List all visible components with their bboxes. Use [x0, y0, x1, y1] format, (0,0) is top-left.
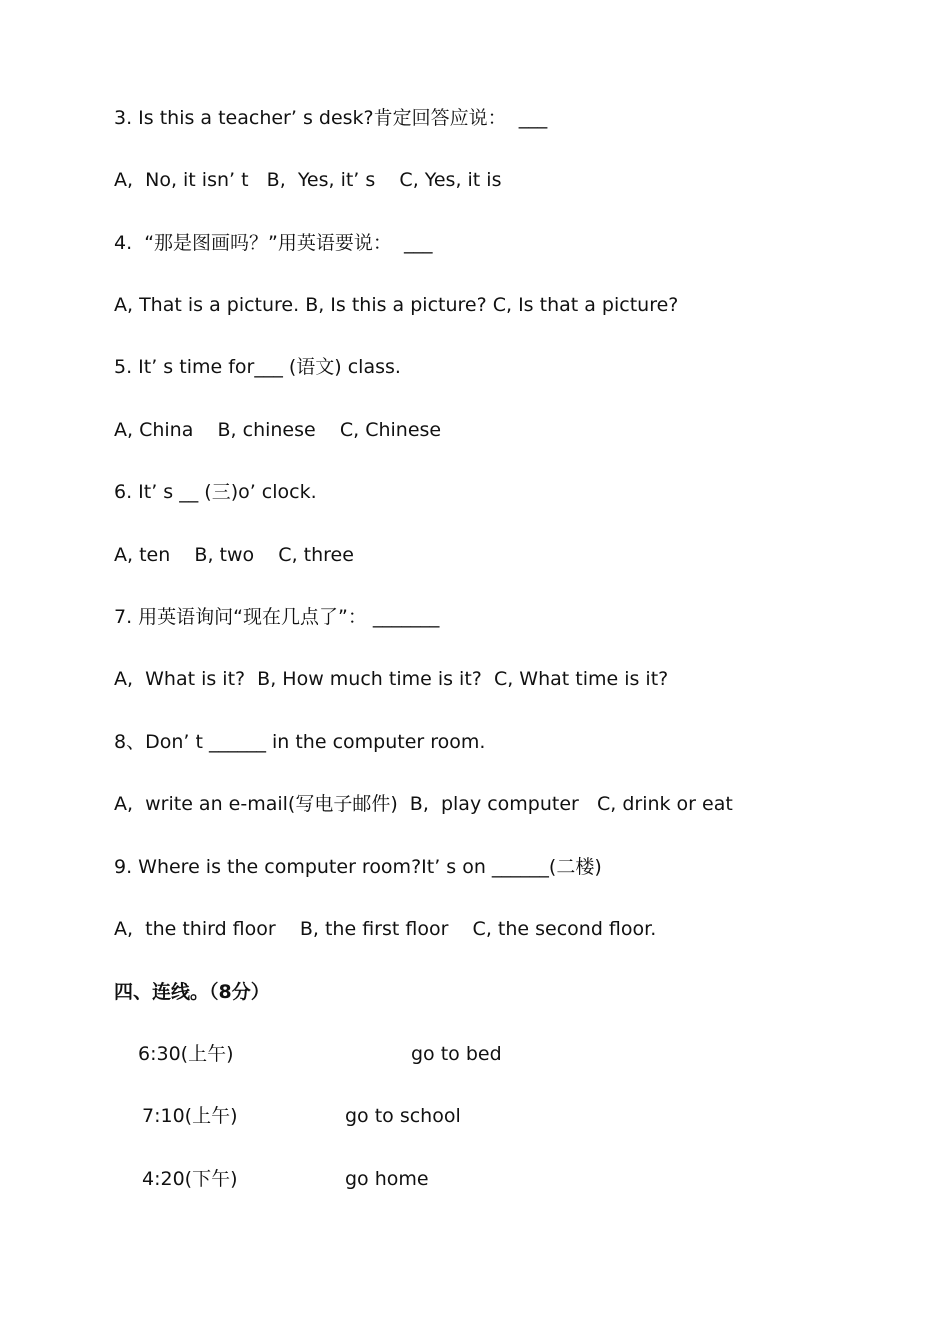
section-heading: 四、连线。（8分） — [114, 981, 270, 1003]
question-text: 5. It’ s time for___ (语文) class. — [114, 356, 401, 378]
match-activity: go home — [345, 1168, 429, 1190]
match-activity: go to bed — [411, 1043, 502, 1065]
match-time: 4:20(下午) — [142, 1168, 238, 1190]
answer-options: A, China B, chinese C, Chinese — [114, 419, 442, 441]
answer-options: A, ten B, two C, three — [114, 544, 354, 566]
answer-options: A, the third floor B, the first floor C, the second floor. — [114, 918, 657, 940]
match-activity: go to school — [345, 1105, 461, 1127]
answer-options: A, write an e-mail(写电子邮件) B, play computer C, drink or eat — [114, 793, 733, 815]
question-text: 4. “那是图画吗？”用英语要说： ___ — [114, 232, 433, 254]
question-text: 6. It’ s __ (三)o’ clock. — [114, 481, 317, 503]
answer-options: A, No, it isn’ t B, Yes, it’ s C, Yes, it is — [114, 169, 502, 191]
answer-options: A, What is it? B, How much time is it? C, What time is it? — [114, 668, 669, 690]
question-text: 8、Don’ t ______ in the computer room. — [114, 731, 486, 753]
question-text: 9. Where is the computer room?It’ s on ______(二楼) — [114, 856, 602, 878]
question-text: 3. Is this a teacher’ s desk?肯定回答应说： ___ — [114, 107, 548, 129]
question-text: 7. 用英语询问“现在几点了”： _______ — [114, 606, 440, 628]
match-time: 6:30(上午) — [138, 1043, 234, 1065]
answer-options: A, That is a picture. B, Is this a picture? C, Is that a picture? — [114, 294, 679, 316]
match-time: 7:10(上午) — [142, 1105, 238, 1127]
